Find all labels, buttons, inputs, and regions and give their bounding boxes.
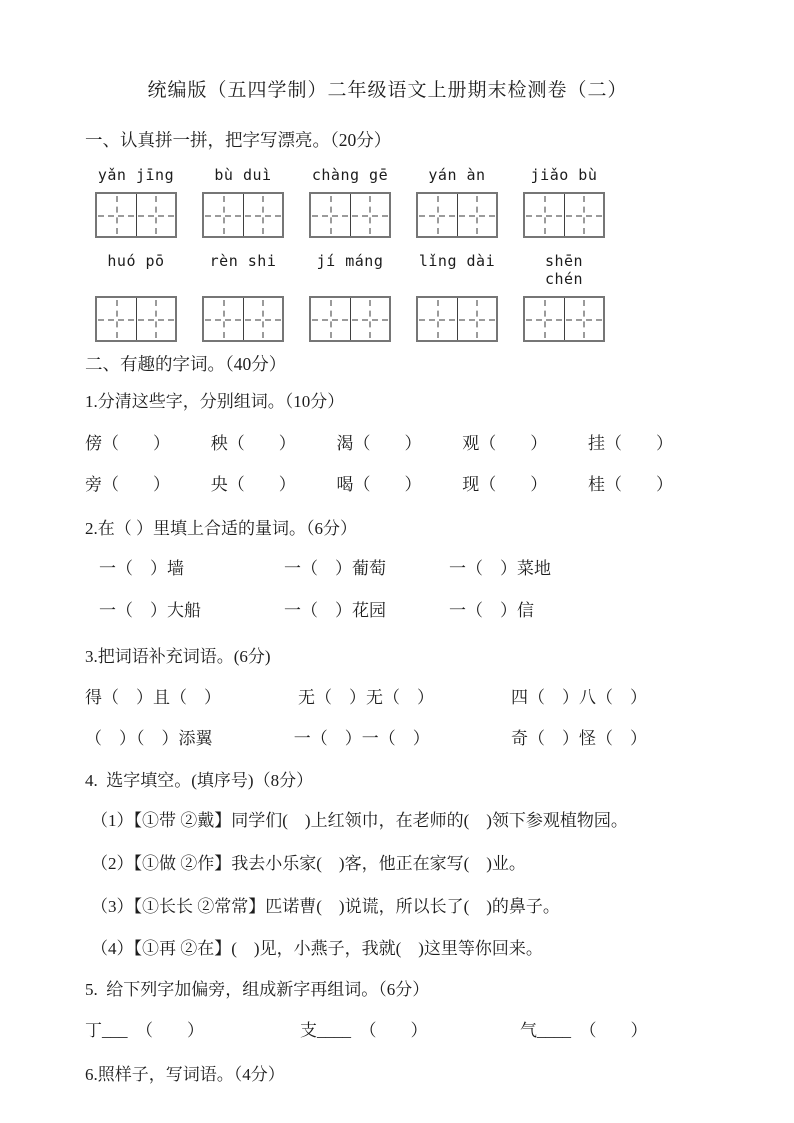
word-blank: 秧（ ） [210, 434, 296, 453]
word-blank: 傍（ ） [85, 434, 170, 453]
q2-row-2 [85, 601, 750, 621]
q4-item-1: （1）【①带 ②戴】同学们( )上红领巾，在老师的( )领下参观植物园。 [91, 811, 628, 830]
idiom-blank: 得（ ）且（ ） [85, 688, 221, 707]
word-blank: 央（ ） [210, 475, 296, 494]
writing-grid [416, 192, 498, 238]
measure-word-blank: 一（ ）菜地 [449, 559, 551, 578]
radical-blank: 支____ （ ） [300, 1021, 428, 1040]
q3-row-1 [85, 688, 647, 708]
idiom-blank: （ ）（ ）添翼 [85, 729, 213, 748]
measure-word-blank: 一（ ）花园 [284, 601, 386, 620]
measure-word-blank: 一（ ）墙 [99, 559, 184, 578]
writing-grid [309, 192, 391, 238]
page-title: 统编版（五四学制）二年级语文上册期末检测卷（二） [147, 80, 628, 101]
q1-row-2 [85, 475, 673, 495]
q2-prompt: 2.在（ ）里填上合适的量词。（6分） [85, 519, 357, 538]
word-blank: 观（ ） [462, 434, 548, 453]
measure-word-blank: 一（ ）大船 [99, 601, 201, 620]
idiom-blank: 奇（ ）怪（ ） [511, 729, 647, 748]
section-1-heading: 一、认真拼一拼，把字写漂亮。（20分） [85, 130, 392, 150]
pinyin-label: jiǎo bù [530, 166, 598, 184]
pinyin-label: jí máng [316, 252, 384, 270]
q4-item-2: （2）【①做 ②作】我去小乐家( )客，他正在家写( )业。 [91, 854, 526, 873]
writing-grid-row-1 [85, 192, 750, 238]
q6-prompt: 6.照样子，写词语。（4分） [85, 1065, 285, 1084]
measure-word-blank: 一（ ）葡萄 [284, 559, 386, 578]
pinyin-row-1 [85, 166, 750, 184]
writing-grid [416, 296, 498, 342]
pinyin-row-2 [85, 252, 750, 288]
q1-prompt: 1.分清这些字，分别组词。（10分） [85, 392, 345, 411]
q5-prompt: 5. 给下列字加偏旁，组成新字再组词。（6分） [85, 980, 430, 999]
word-blank: 现（ ） [462, 475, 548, 494]
word-blank: 旁（ ） [85, 475, 170, 494]
writing-grid [202, 296, 284, 342]
q4-prompt: 4. 选字填空。(填序号)（8分） [85, 771, 314, 790]
q2-row-1 [85, 559, 750, 579]
pinyin-label: huó pō [107, 252, 165, 270]
word-blank: 喝（ ） [336, 475, 422, 494]
q3-row-2 [85, 729, 647, 749]
pinyin-label: chàng gē [311, 166, 389, 184]
q3-prompt: 3.把词语补充词语。(6分) [85, 647, 271, 666]
radical-blank: 丁___ （ ） [85, 1021, 204, 1040]
writing-grid [523, 192, 605, 238]
pinyin-label: yǎn jīng [97, 166, 175, 184]
idiom-blank: 一（ ）一（ ） [293, 729, 430, 748]
q5-row [85, 1021, 750, 1041]
writing-grid [95, 296, 177, 342]
writing-grid [95, 192, 177, 238]
q4-item-4: （4）【①再 ②在】( )见，小燕子，我就( )这里等你回来。 [91, 939, 543, 958]
q1-row-1 [85, 434, 673, 454]
word-blank: 桂（ ） [588, 475, 673, 494]
idiom-blank: 无（ ）无（ ） [298, 688, 434, 707]
pinyin-label: shēn chén [544, 252, 584, 288]
writing-grid-row-2 [85, 296, 750, 342]
writing-grid [202, 192, 284, 238]
word-blank: 挂（ ） [588, 434, 673, 453]
q4-item-3: （3）【①长长 ②常常】匹诺曹( )说谎，所以长了( )的鼻子。 [91, 897, 560, 916]
pinyin-label: lǐng dài [418, 252, 496, 270]
pinyin-label: rèn shi [209, 252, 277, 270]
word-blank: 渴（ ） [336, 434, 422, 453]
pinyin-label: yán àn [428, 166, 486, 184]
measure-word-blank: 一（ ）信 [449, 601, 534, 620]
writing-grid [309, 296, 391, 342]
radical-blank: 气____ （ ） [520, 1021, 648, 1040]
writing-grid [523, 296, 605, 342]
pinyin-label: bù duì [214, 166, 272, 184]
section-2-heading: 二、有趣的字词。（40分） [85, 354, 287, 374]
idiom-blank: 四（ ）八（ ） [511, 688, 647, 707]
